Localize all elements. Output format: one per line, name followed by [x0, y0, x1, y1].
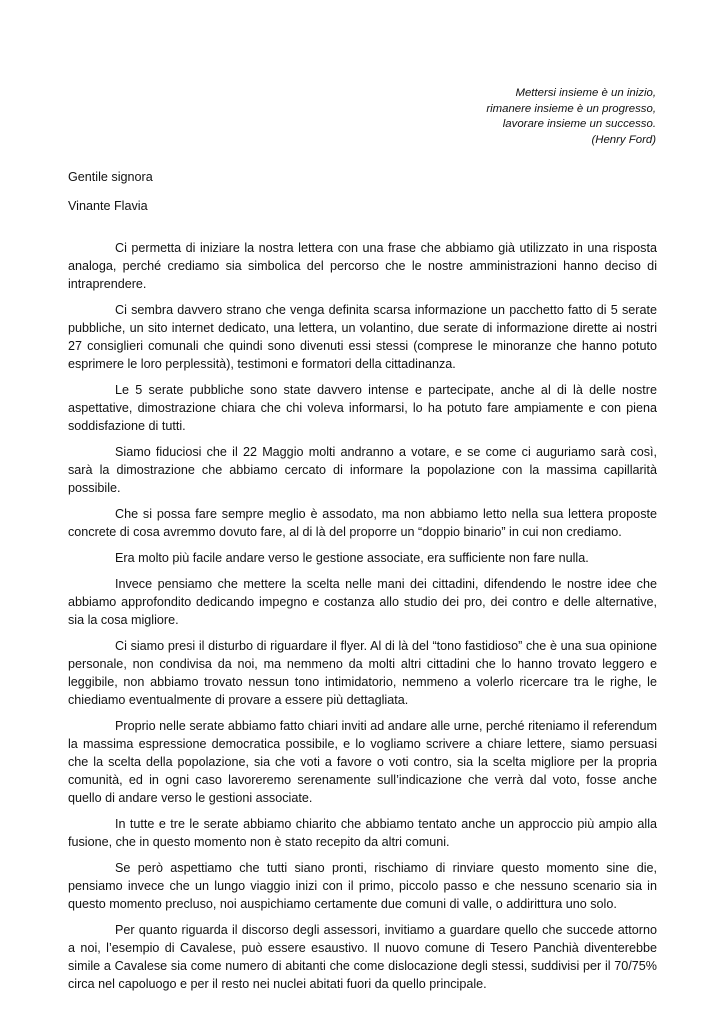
body-paragraph: Che si possa fare sempre meglio è assodato, ma non abbiamo letto nella sua lettera proposte concrete di cosa avremmo dovuto fare, al di là del proporre un “doppio binario” in cui non crediamo.	[68, 507, 657, 539]
salutation	[68, 169, 153, 227]
body-paragraph: Era molto più facile andare verso le gestione associate, era sufficiente non fare nulla.	[115, 551, 589, 565]
body-paragraph: Proprio nelle serate abbiamo fatto chiari inviti ad andare alle urne, perché riteniamo il referendum la massima espressione democratica possibile, e lo vogliamo scrivere a chiare lettere, siamo persuasi che la scelta della popolazione, sia che voti a favore o voti contro, sia la scelta migliore per la propria comunità, ed in ogni caso lavoreremo serenamente sull’indicazione che verrà dal voto, fosse anche quello di andare verso le gestioni associate.	[68, 719, 657, 805]
body-paragraph: Ci sembra davvero strano che venga definita scarsa informazione un pacchetto fatto di 5 serate pubbliche, un sito internet dedicato, una lettera, un volantino, due serate di informazione dirette ai nostri 27 consiglieri comunali che quindi sono divenuti essi stessi (comprese le minoranze che hanno potuto esprimere le loro perplessità), testimoni e formatori della cittadinanza.	[68, 303, 657, 371]
salutation-greeting: Gentile signora	[68, 170, 153, 184]
body-paragraph: Ci siamo presi il disturbo di riguardare il flyer. Al di là del “tono fastidioso” che è una sua opinione personale, non condivisa da noi, ma nemmeno da molti altri cittadini che lo hanno trovato leggero e leggibile, non abbiamo trovato nessun tono intimidatorio, nemmeno a volerlo ricercare tra le righe, le chiediamo eventualmente di provare a essere più dettagliata.	[68, 639, 657, 707]
body-paragraph: Ci permetta di iniziare la nostra lettera con una frase che abbiamo già utilizzato in una risposta analoga, perché crediamo sia simbolica del percorso che le nostre amministrazioni hanno deciso di intraprendere.	[68, 241, 657, 291]
epigraph-line: lavorare insieme un successo.	[502, 118, 656, 131]
body-paragraph: Siamo fiduciosi che il 22 Maggio molti andranno a votare, e se come ci auguriamo sarà così, sarà la dimostrazione che abbiamo cercato di informare la popolazione con la massima capillarità possibile.	[68, 445, 657, 495]
body-paragraph: In tutte e tre le serate abbiamo chiarito che abbiamo tentato anche un approccio più ampio alla fusione, che in questo momento non è stato recepito da altri comuni.	[68, 817, 657, 849]
body-paragraph: Le 5 serate pubbliche sono state davvero intense e partecipate, anche al di là delle nostre aspettative, dimostrazione chiara che chi voleva informarsi, lo ha potuto fare ampiamente e con piena soddisfazione di tutti.	[68, 383, 657, 433]
letter-body	[68, 239, 657, 1001]
body-paragraph: Invece pensiamo che mettere la scelta nelle mani dei cittadini, difendendo le nostre idee che abbiamo approfondito dedicando impegno e costanza allo studio dei pro, dei contro e delle alternative, sia la cosa migliore.	[68, 577, 657, 627]
epigraph-attribution: (Henry Ford)	[591, 133, 656, 146]
epigraph-line: Mettersi insieme è un inizio,	[515, 87, 656, 99]
epigraph-line: rimanere insieme è un progresso,	[486, 102, 656, 115]
salutation-recipient: Vinante Flavia	[68, 199, 148, 213]
body-paragraph: Se però aspettiamo che tutti siano pronti, rischiamo di rinviare questo momento sine die, pensiamo invece che un lungo viaggio inizi con il primo, piccolo passo e che nessuno scenario sia in questo momento precluso, noi auspichiamo certamente due comuni di valle, o addirittura uno solo.	[68, 861, 657, 911]
epigraph-quote	[486, 86, 656, 148]
body-paragraph: Per quanto riguarda il discorso degli assessori, invitiamo a guardare quello che succede attorno a noi, l’esempio di Cavalese, può essere esaustivo. Il nuovo comune di Tesero Panchià diventerebbe simile a Cavalese sia come numero di abitanti che come dislocazione degli stessi, suddivisi per il 70/75% circa nel capoluogo e per il resto nei nuclei abitati fuori da quello principale.	[68, 923, 657, 991]
